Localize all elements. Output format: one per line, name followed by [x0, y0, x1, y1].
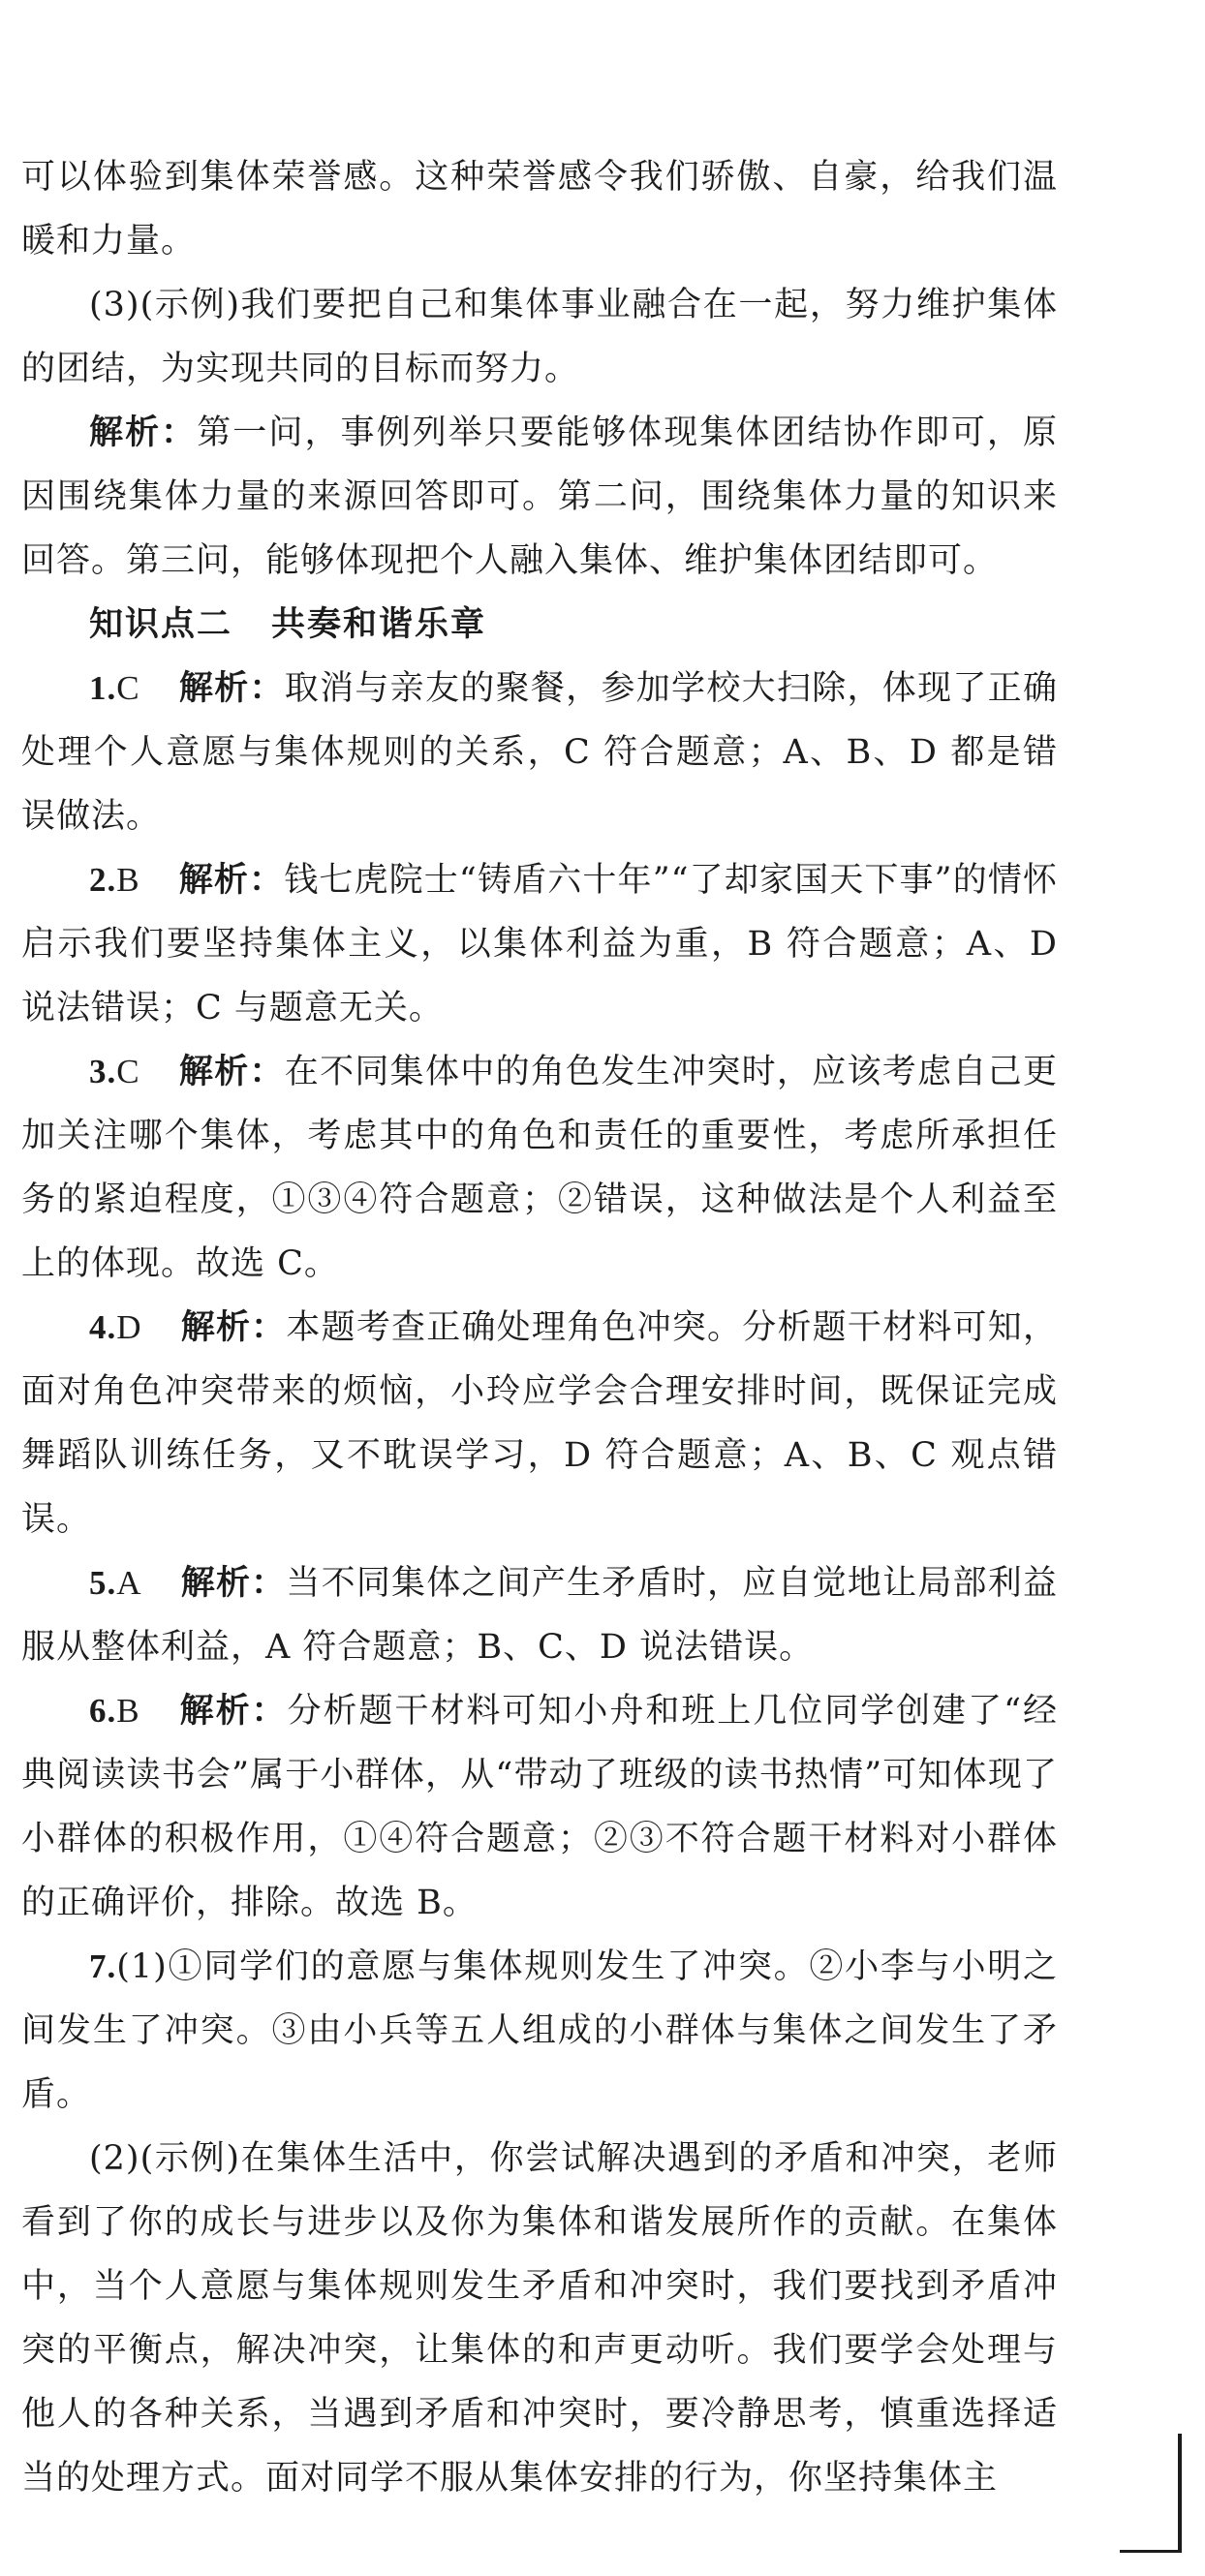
analysis-text: 当不同集体之间产生矛盾时，应自觉地让局部利益服从整体利益，A 符合题意；B、C、D 说法错误。 — [21, 1564, 1058, 1667]
answer-item-7-part2: (2)(示例)在集体生活中，你尝试解决遇到的矛盾和冲突，老师看到了你的成长与进步以及你为集体和谐发展所作的贡献。在集体中，当个人意愿与集体规则发生矛盾和冲突时，我们要找到矛盾冲突的平衡点，解决冲突，让集体的和声更动听。我们要学会处理与他人的各种关系，当遇到矛盾和冲突时，要冷静思考，慎重选择适当的处理方式。面对同学不服从集体安排的行为，你坚持集体主 — [21, 2139, 1058, 2498]
question-number: 3. — [89, 1053, 117, 1090]
answer-choice: C — [116, 1053, 140, 1090]
analysis-text: 分析题干材料可知小舟和班上几位同学创建了“经典阅读读书会”属于小群体，从“带动了班级的读书热情”可知体现了小群体的积极作用，①④符合题意；②③不符合题干材料对小群体的正确评价，排除。故选 B。 — [21, 1692, 1058, 1922]
analysis-text: 第一问，事例列举只要能够体现集体团结协作即可，原因围绕集体力量的来源回答即可。第二问，围绕集体力量的知识来回答。第三问，能够体现把个人融入集体、维护集体团结即可。 — [21, 414, 1058, 580]
answer-item-4 — [21, 1296, 1058, 1551]
answer-item-1 — [21, 657, 1058, 848]
section-heading — [21, 593, 1058, 657]
answer-choice: B — [116, 861, 140, 899]
analysis-label: 解析： — [180, 1308, 287, 1347]
analysis-label: 解析： — [178, 861, 285, 900]
answer-choice: A — [116, 1564, 142, 1602]
analysis-label: 解析： — [178, 1692, 288, 1731]
answer-page — [21, 145, 1058, 2510]
answer-item-7-part1 — [21, 1935, 1058, 2127]
answer-choice: C — [116, 669, 140, 707]
question-number: 7. — [89, 1947, 117, 1985]
analysis-text: 本题考查正确处理角色冲突。分析题干材料可知，面对角色冲突带来的烦恼，小玲应学会合理安排时间，既保证完成舞蹈队训练任务，又不耽误学习，D 符合题意；A、B、C 观点错误。 — [21, 1308, 1058, 1539]
analysis-label: 解析： — [89, 414, 198, 452]
question-number: 4. — [89, 1308, 117, 1346]
question-number: 5. — [89, 1564, 117, 1602]
answer-item-5 — [21, 1551, 1058, 1679]
answer-text: (1)①同学们的意愿与集体规则发生了冲突。②小李与小明之间发生了冲突。③由小兵等五人组成的小群体与集体之间发生了矛盾。 — [21, 1947, 1058, 2114]
answer-item-3 — [21, 1040, 1058, 1296]
analysis-text: 取消与亲友的聚餐，参加学校大扫除，体现了正确处理个人意愿与集体规则的关系，C 符合题意；A、B、D 都是错误做法。 — [21, 669, 1058, 836]
answer-choice: B — [116, 1692, 140, 1730]
answer-choice: D — [116, 1308, 142, 1346]
question-number: 6. — [89, 1692, 117, 1730]
analysis-text: 钱七虎院士“铸盾六十年”“了却家国天下事”的情怀启示我们要坚持集体主义，以集体利益为重，B 符合题意；A、D 说法错误；C 与题意无关。 — [21, 861, 1058, 1027]
answer-item-6 — [21, 1679, 1058, 1935]
question-number: 2. — [89, 861, 117, 899]
page-corner-mark — [1120, 2434, 1182, 2553]
paragraph-example-3: (3)(示例)我们要把自己和集体事业融合在一起，努力维护集体的团结，为实现共同的目标而努力。 — [21, 286, 1058, 388]
question-number: 1. — [89, 669, 117, 707]
answer-item-2 — [21, 848, 1058, 1040]
analysis-label: 解析： — [178, 1053, 285, 1091]
analysis-text: 在不同集体中的角色发生冲突时，应该考虑自己更加关注哪个集体，考虑其中的角色和责任的重要性，考虑所承担任务的紧迫程度，①③④符合题意；②错误，这种做法是个人利益至上的体现。故选 C。 — [21, 1053, 1058, 1283]
section-title-part1: 知识点二 — [89, 605, 233, 644]
paragraph-continuation: 可以体验到集体荣誉感。这种荣誉感令我们骄傲、自豪，给我们温暖和力量。 — [21, 158, 1058, 261]
analysis-label: 解析： — [180, 1564, 287, 1603]
paragraph-analysis — [21, 401, 1058, 593]
section-title-part2: 共奏和谐乐章 — [271, 605, 487, 644]
analysis-label: 解析： — [178, 669, 285, 708]
